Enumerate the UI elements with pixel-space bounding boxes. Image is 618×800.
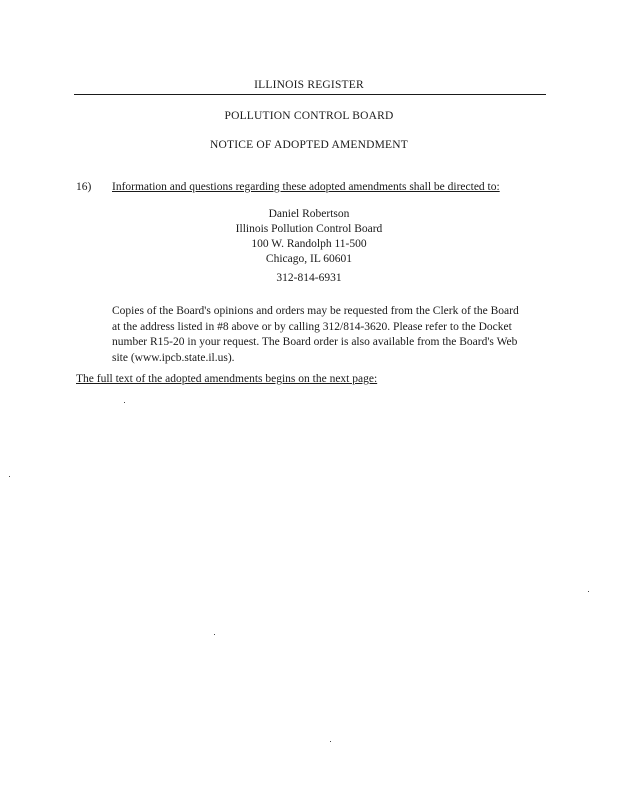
scan-speck xyxy=(124,402,125,403)
header-divider xyxy=(74,94,546,95)
scan-speck xyxy=(9,476,10,477)
copies-line: at the address listed in #8 above or by calling 312/814-3620. Please refer to the Docket xyxy=(112,320,512,333)
contact-city: Chicago, IL 60601 xyxy=(265,253,353,265)
register-title: ILLINOIS REGISTER xyxy=(254,79,364,91)
contact-name: Daniel Robertson xyxy=(268,208,350,220)
copies-line: Copies of the Board's opinions and orders may be requested from the Clerk of the Board xyxy=(112,305,519,317)
contact-address xyxy=(0,207,618,267)
item-text: Information and questions regarding these adopted amendments shall be directed to: xyxy=(112,181,500,193)
contact-organization: Illinois Pollution Control Board xyxy=(235,223,383,235)
notice-heading: NOTICE OF ADOPTED AMENDMENT xyxy=(209,139,409,151)
contact-phone: 312-814-6931 xyxy=(276,272,342,284)
board-name: POLLUTION CONTROL BOARD xyxy=(224,110,394,122)
item-number: 16) xyxy=(76,181,92,193)
full-text-note: The full text of the adopted amendments begins on the next page: xyxy=(76,373,378,385)
scan-speck xyxy=(214,634,215,635)
copies-line: number R15-20 in your request. The Board order is also available from the Board's Web xyxy=(112,336,518,348)
copies-paragraph xyxy=(112,304,552,366)
copies-line: site (www.ipcb.state.il.us). xyxy=(112,351,235,364)
contact-street: 100 W. Randolph 11-500 xyxy=(251,238,367,250)
scan-speck xyxy=(588,591,589,592)
scan-speck xyxy=(330,741,331,742)
